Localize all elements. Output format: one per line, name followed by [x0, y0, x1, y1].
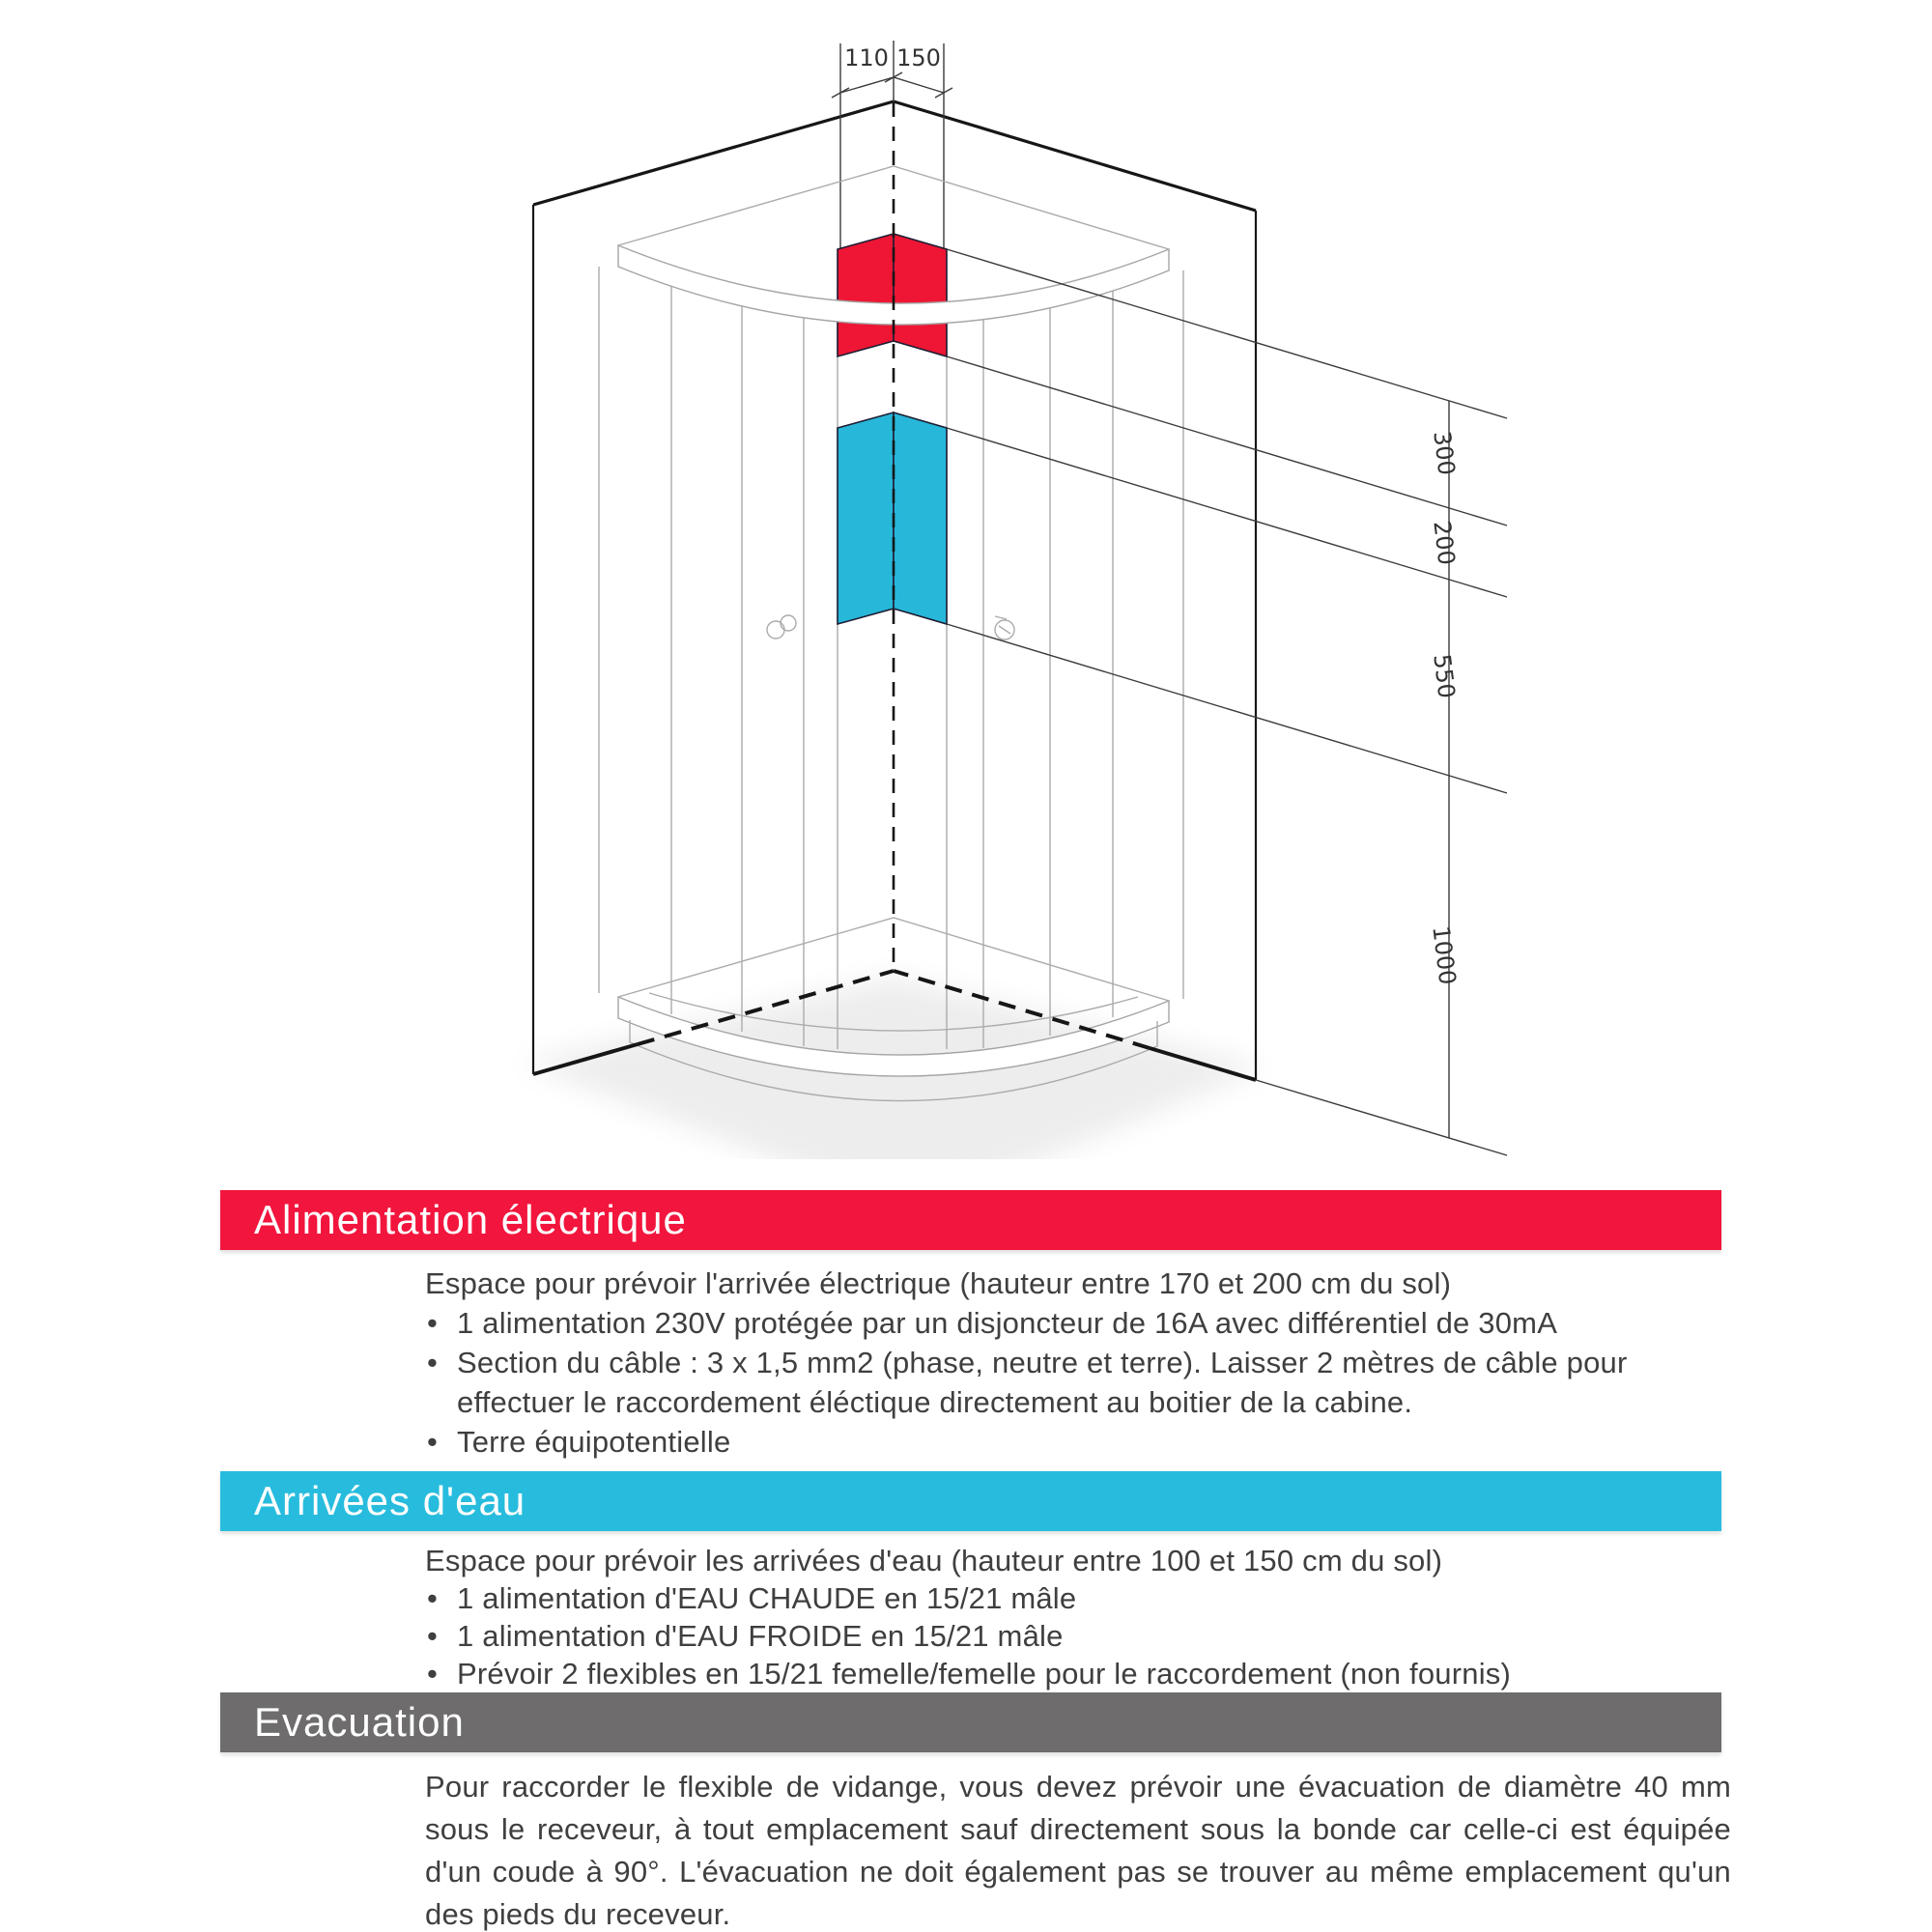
- list-item: • Prévoir 2 flexibles en 15/21 femelle/femelle pour le raccordement (non fournis): [425, 1655, 1710, 1692]
- list-item: • Terre équipotentielle: [425, 1422, 1710, 1462]
- top-dimension: [832, 41, 952, 249]
- list-item: • 1 alimentation d'EAU FROIDE en 15/21 mâle: [425, 1617, 1710, 1655]
- dim-label-1000: 1000: [1427, 924, 1462, 987]
- dim-label-550: 550: [1428, 652, 1461, 700]
- section-title-evacuation: Evacuation: [254, 1699, 465, 1745]
- list-item: • 1 alimentation 230V protégée par un disjoncteur de 16A avec différentiel de 30mA: [425, 1303, 1710, 1343]
- electrical-intro: Espace pour prévoir l'arrivée électrique (hauteur entre 170 et 200 cm du sol): [425, 1266, 1452, 1300]
- water-bullet-list: [425, 1579, 1710, 1692]
- dim-label-110: 110: [844, 44, 889, 71]
- section-body-evacuation: [425, 1766, 1731, 1932]
- section-header-water: [220, 1471, 1721, 1531]
- evacuation-paragraph: Pour raccorder le flexible de vidange, vous devez prévoir une évacuation de diamètre 40 mm sous le receveur, à tout emplacement sauf directement sous la bonde car celle-ci est équipée d'un coude à 90°. L'évacuation ne doit également pas se trouver au même emplacement qu'un des pieds du receveur.: [425, 1770, 1731, 1931]
- water-zone-panel: [838, 412, 947, 624]
- water-intro: Espace pour prévoir les arrivées d'eau (hauteur entre 100 et 150 cm du sol): [425, 1544, 1443, 1577]
- list-item: • Section du câble : 3 x 1,5 mm2 (phase, neutre et terre). Laisser 2 mètres de câble pour effectuer le raccordement éléctique directement au boitier de la cabine.: [425, 1343, 1710, 1422]
- electrical-zone-panel: [838, 234, 947, 356]
- dim-label-200: 200: [1428, 519, 1461, 567]
- dim-label-150: 150: [896, 44, 941, 71]
- door-handle-right: [995, 616, 1014, 639]
- section-body-electrical: [425, 1264, 1710, 1462]
- section-title-water: Arrivées d'eau: [254, 1478, 526, 1523]
- section-header-evacuation: [220, 1692, 1721, 1752]
- dim-label-300: 300: [1428, 429, 1461, 477]
- section-header-electrical: [220, 1190, 1721, 1250]
- glass-panel-lines: [599, 267, 1183, 1049]
- list-item: • 1 alimentation d'EAU CHAUDE en 15/21 mâle: [425, 1579, 1710, 1617]
- door-handle-left: [767, 615, 796, 639]
- section-title-electrical: Alimentation électrique: [254, 1197, 687, 1242]
- electrical-bullet-list: [425, 1303, 1710, 1462]
- section-body-water: [425, 1542, 1710, 1692]
